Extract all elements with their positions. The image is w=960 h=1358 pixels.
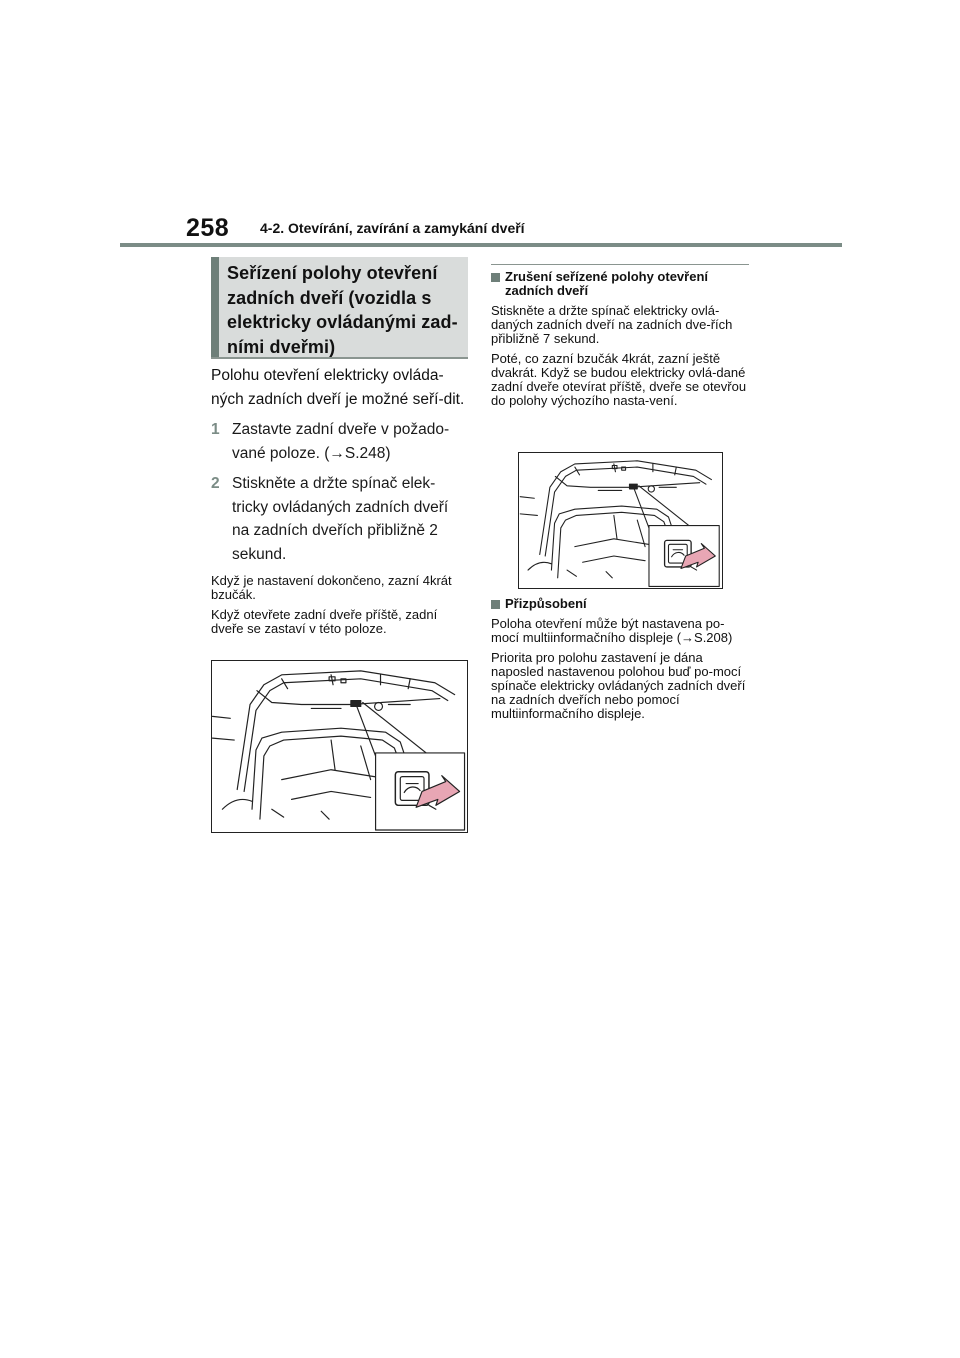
tailgate-switch-illustration bbox=[211, 660, 468, 833]
subsection-divider bbox=[491, 264, 749, 265]
customization-section bbox=[491, 597, 749, 721]
step-text: Stiskněte a držte spínač elek-tricky ovládaných zadních dveří na zadních dveřích přibližně 2 sekund. bbox=[232, 475, 449, 563]
intro-paragraph: Polohu otevření elektricky ovláda-ných zadních dveří je možné seří-dit. bbox=[211, 367, 465, 408]
customization-heading-text: Přizpůsobení bbox=[505, 596, 587, 611]
customization-paragraph: Poloha otevření může být nastavena po-mocí multiinformačního displeje (→S.208) bbox=[491, 616, 733, 645]
step-number: 1 bbox=[211, 421, 220, 438]
heading-divider bbox=[211, 357, 468, 359]
cancel-heading-text: Zrušení seřízené polohy otevření zadních dveří bbox=[505, 269, 708, 298]
cancel-heading bbox=[491, 270, 749, 298]
tailgate-switch-illustration bbox=[518, 452, 723, 589]
cancel-paragraph: Poté, co zazní bzučák 4krát, zazní ještě dvakrát. Když se budou elektricky ovlá-dané zadní dveře otevírat příště, dveře se otevřou do polohy výchozího nasta-vení. bbox=[491, 351, 747, 408]
cancel-paragraph: Stiskněte a držte spínač elektricky ovlá-daných zadních dveří na zadních dve-řích přibližně 7 sekund. bbox=[491, 303, 733, 346]
note-paragraph: Když otevřete zadní dveře příště, zadní dveře se zastaví v této poloze. bbox=[211, 607, 438, 636]
customization-heading bbox=[491, 597, 749, 611]
page-number: 258 bbox=[186, 214, 230, 242]
step-text: Zastavte zadní dveře v požado-vané poloze. (→S.248) bbox=[232, 421, 450, 462]
topic-heading: Seřízení polohy otevření zadních dveří (vozidla s elektricky ovládanými zad-ními dveřmi) bbox=[227, 263, 458, 357]
customization-paragraph: Priorita pro polohu zastavení je dána naposled nastavenou polohou buď po-mocí spínače elektricky ovládaných zadních dveří na zadních dveřích nebo pomocí multiinformačního displeje. bbox=[491, 650, 746, 721]
square-bullet-icon bbox=[491, 273, 500, 282]
square-bullet-icon bbox=[491, 600, 500, 609]
step-2 bbox=[211, 472, 468, 566]
left-column bbox=[211, 364, 468, 636]
cancel-section bbox=[491, 270, 749, 408]
section-title: 4-2. Otevírání, zavírání a zamykání dveří bbox=[260, 220, 525, 236]
topic-heading-box bbox=[211, 257, 468, 357]
step-1 bbox=[211, 418, 468, 465]
note-paragraph: Když je nastavení dokončeno, zazní 4krát bzučák. bbox=[211, 573, 452, 602]
header-divider bbox=[120, 243, 842, 247]
step-number: 2 bbox=[211, 475, 220, 492]
